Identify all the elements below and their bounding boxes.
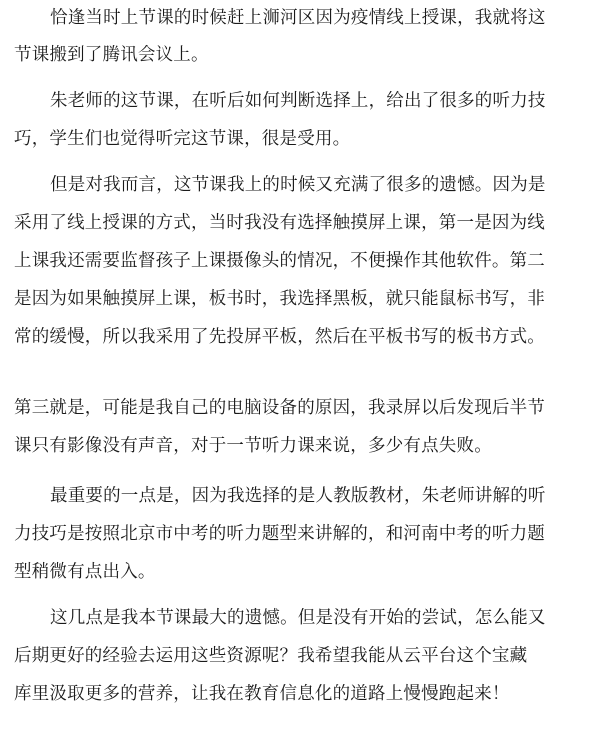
paragraph-1-line-1: 恰逢当时上节课的时候赶上浉河区因为疫情线上授课，我就将这: [50, 8, 546, 28]
paragraph-5-line-2: 力技巧是按照北京市中考的听力题型来讲解的，和河南中考的听力题: [14, 524, 545, 544]
paragraph-2-line-2: 巧，学生们也觉得听完这节课，很是受用。: [14, 129, 351, 149]
paragraph-3-line-1: 但是对我而言，这节课我上的时候又充满了很多的遗憾。因为是: [50, 175, 546, 195]
paragraph-1-line-2: 节课搬到了腾讯会议上。: [14, 45, 209, 65]
paragraph-6-line-1: 这几点是我本节课最大的遗憾。但是没有开始的尝试，怎么能又: [50, 608, 546, 628]
paragraph-4-line-1: 第三就是，可能是我自己的电脑设备的原因，我录屏以后发现后半节: [14, 398, 545, 418]
paragraph-5-line-1: 最重要的一点是，因为我选择的是人教版教材，朱老师讲解的听: [50, 486, 546, 506]
paragraph-3-line-5: 常的缓慢，所以我采用了先投屏平板，然后在平板书写的板书方式。: [14, 327, 545, 347]
paragraph-6-line-2: 后期更好的经验去运用这些资源呢？我希望我能从云平台这个宝藏: [14, 646, 528, 666]
paragraph-3-line-2: 采用了线上授课的方式，当时我没有选择触摸屏上课，第一是因为线: [14, 213, 545, 233]
paragraph-5-line-3: 型稍微有点出入。: [14, 562, 156, 582]
paragraph-6-line-3: 库里汲取更多的营养，让我在教育信息化的道路上慢慢跑起来！: [14, 684, 510, 704]
paragraph-2-line-1: 朱老师的这节课，在听后如何判断选择上，给出了很多的听力技: [50, 91, 546, 111]
paragraph-4-line-2: 课只有影像没有声音，对于一节听力课来说，多少有点失败。: [14, 436, 492, 456]
paragraph-3-line-4: 是因为如果触摸屏上课，板书时，我选择黑板，就只能鼠标书写，非: [14, 289, 545, 309]
paragraph-3-line-3: 上课我还需要监督孩子上课摄像头的情况，不便操作其他软件。第二: [14, 251, 545, 271]
